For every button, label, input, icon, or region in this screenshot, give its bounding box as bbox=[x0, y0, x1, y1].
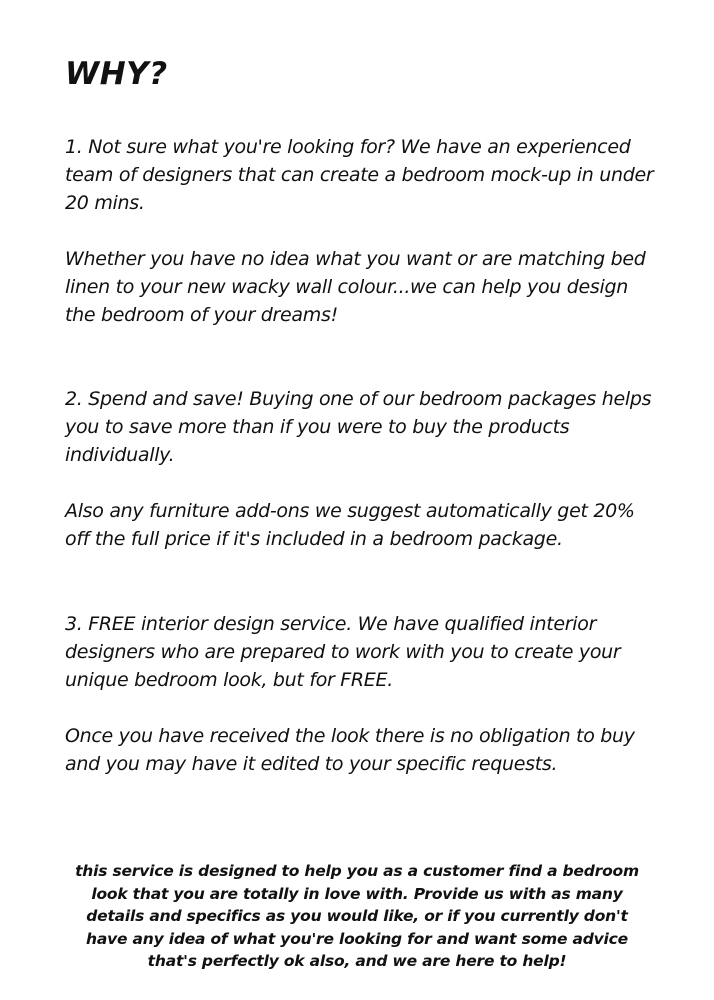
reason-2-detail: Also any furniture add-ons we suggest automatically get 20% off the full price if it's included in a bedroom package. bbox=[65, 500, 635, 550]
reason-1-detail: Whether you have no idea what you want or are matching bed linen to your new wacky wall colour...we can help you design the bedroom of your dreams! bbox=[65, 248, 646, 326]
reason-3-detail: Once you have received the look there is no obligation to buy and you may have it edited to your specific requests. bbox=[65, 725, 635, 775]
footer-note: this service is designed to help you as a customer find a bedroom look that you are totally in love with. Provide us with as many details and specifics as you would like, or if you currently don't have any idea of what you're looking for and want some advice that's perfectly ok also, and we are here to help! bbox=[75, 862, 639, 970]
reason-2-intro: 2. Spend and save! Buying one of our bedroom packages helps you to save more than if you were to buy the products individually. bbox=[65, 388, 652, 466]
reason-1-intro: 1. Not sure what you're looking for? We have an experienced team of designers that can create a bedroom mock-up in under 20 mins. bbox=[65, 136, 654, 214]
reason-3-intro: 3. FREE interior design service. We have qualified interior designers who are prepared to work with you to create your unique bedroom look, but for FREE. bbox=[65, 613, 621, 691]
page-title: WHY? bbox=[65, 56, 168, 92]
